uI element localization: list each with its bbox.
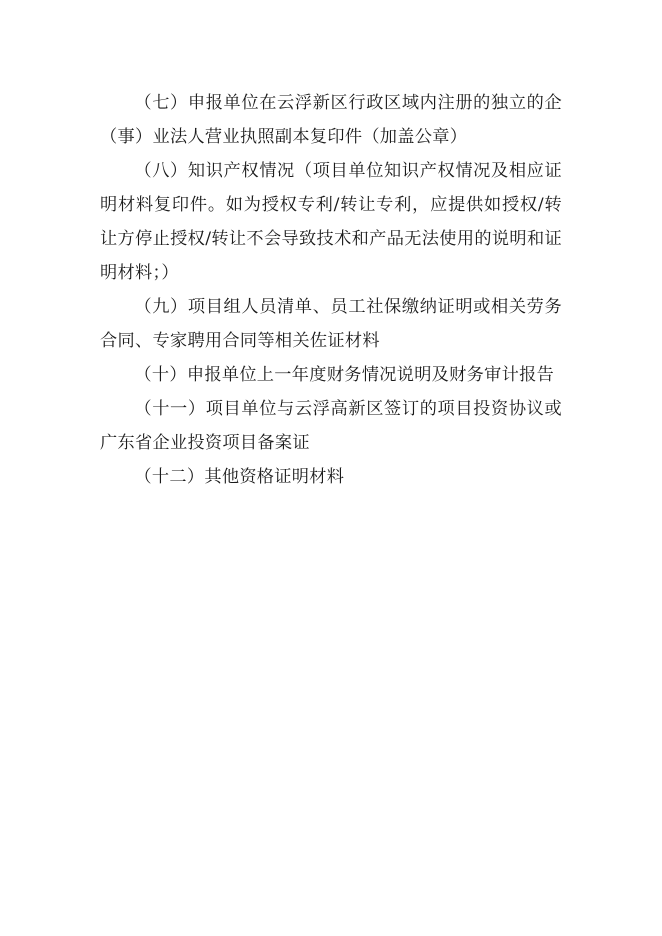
paragraph-intellectual-property: （八）知识产权情况（项目单位知识产权情况及相应证明材料复印件。如为授权专利/转让专利，应提供如授权/转让方停止授权/转让不会导致技术和产品无法使用的说明和证明材料；） bbox=[100, 161, 562, 283]
paragraph-other-qualifications: （十二）其他资格证明材料 bbox=[134, 467, 345, 487]
paragraph-investment-agreement: （十一）项目单位与云浮高新区签订的项目投资协议或广东省企业投资项目备案证 bbox=[100, 399, 562, 453]
document-body bbox=[100, 86, 562, 494]
paragraph-business-license: （七）申报单位在云浮新区行政区域内注册的独立的企（事）业法人营业执照副本复印件（加盖公章） bbox=[100, 93, 562, 147]
paragraph-financial-report: （十）申报单位上一年度财务情况说明及财务审计报告 bbox=[134, 365, 555, 385]
paragraph-project-personnel: （九）项目组人员清单、员工社保缴纳证明或相关劳务合同、专家聘用合同等相关佐证材料 bbox=[100, 297, 562, 351]
